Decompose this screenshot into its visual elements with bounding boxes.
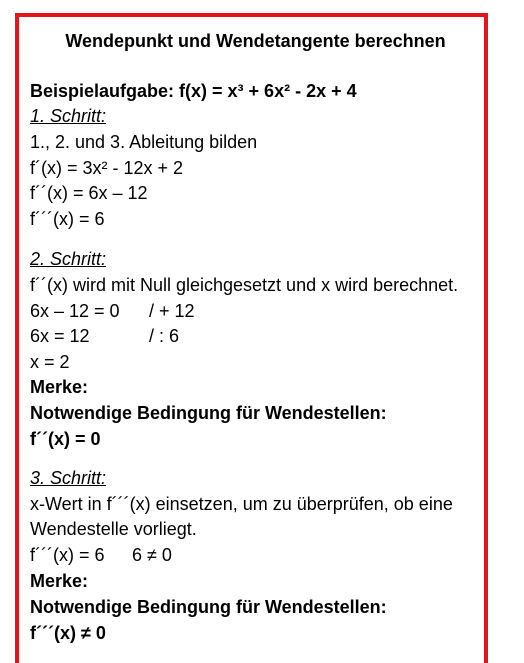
step3-intro-line2: Wendestelle vorliegt. (30, 519, 197, 539)
step1-line: f´´´(x) = 6 (30, 209, 105, 229)
step3-heading: 3. Schritt: (30, 468, 107, 488)
step2-merke: Merke: (30, 377, 89, 397)
document-title: Wendepunkt und Wendetangente berechnen (65, 31, 446, 51)
step3-condition: Notwendige Bedingung für Wendestellen: (30, 597, 387, 617)
step2-equation-row (30, 300, 330, 322)
equation-operation: / : 6 (149, 326, 180, 346)
step3-formula: f´´´(x) ≠ 0 (30, 623, 106, 643)
equation-operation: / + 12 (149, 301, 195, 321)
step1-line: f´(x) = 3x² - 12x + 2 (30, 158, 184, 178)
step2-result: x = 2 (30, 352, 70, 372)
evaluation-right: 6 ≠ 0 (132, 545, 172, 565)
equation-left: 6x – 12 = 0 (30, 301, 120, 321)
step2-condition: Notwendige Bedingung für Wendestellen: (30, 403, 387, 423)
equation-left: 6x = 12 (30, 326, 90, 346)
step2-formula: f´´(x) = 0 (30, 429, 101, 449)
step2-heading: 2. Schritt: (30, 249, 107, 269)
example-task: Beispielaufgabe: f(x) = x³ + 6x² - 2x + 4 (30, 81, 357, 101)
step3-evaluation-row (30, 544, 330, 566)
step3-merke: Merke: (30, 571, 89, 591)
step2-intro: f´´(x) wird mit Null gleichgesetzt und x wird berechnet. (30, 275, 459, 295)
step1-heading: 1. Schritt: (30, 106, 107, 126)
step1-line: f´´(x) = 6x – 12 (30, 183, 148, 203)
step2-equation-row (30, 325, 330, 347)
step3-intro-line1: x-Wert in f´´´(x) einsetzen, um zu überprüfen, ob eine (30, 494, 453, 514)
step1-line: 1., 2. und 3. Ableitung bilden (30, 132, 258, 152)
evaluation-left: f´´´(x) = 6 (30, 545, 105, 565)
